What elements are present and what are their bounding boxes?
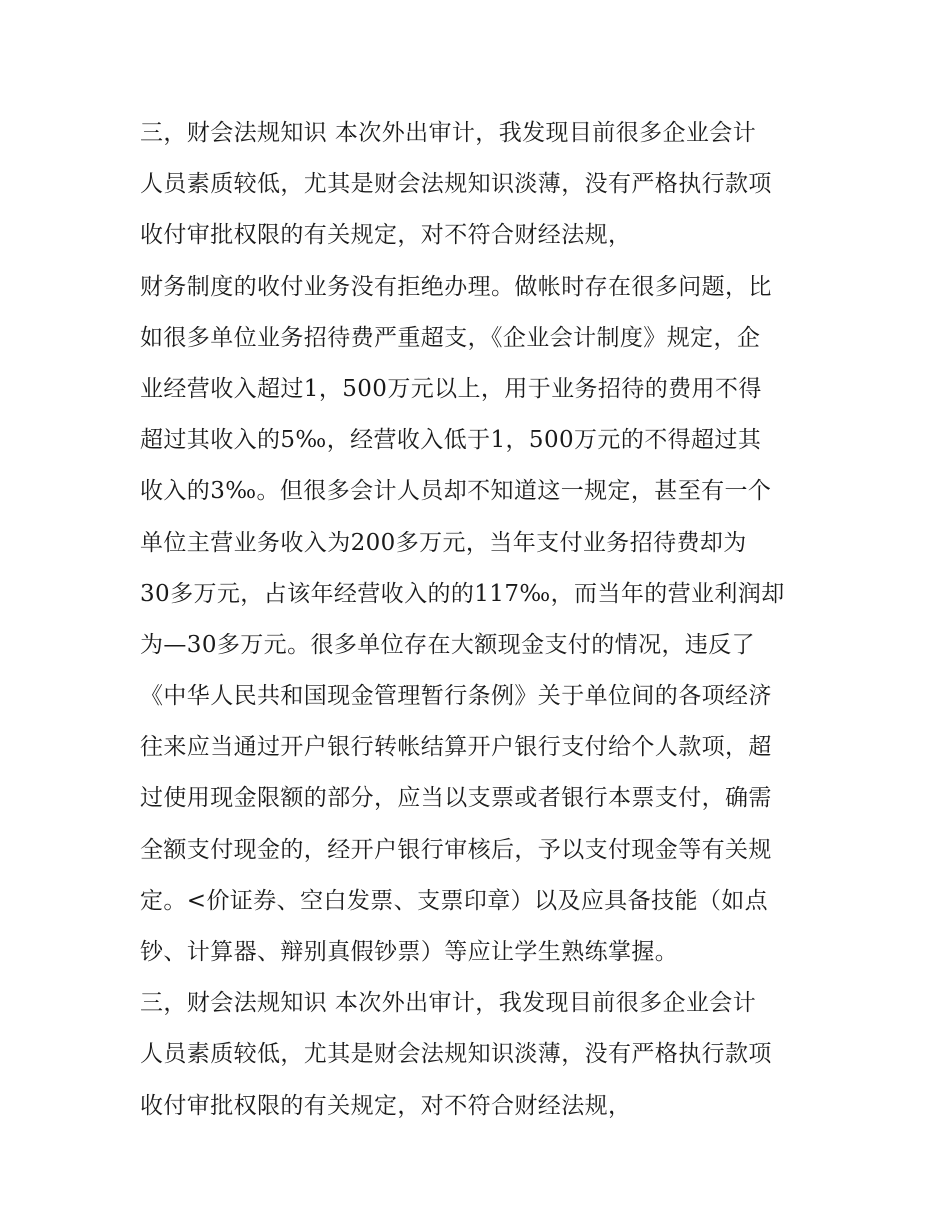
text-line: 财务制度的收付业务没有拒绝办理。做帐时存在很多问题，比 xyxy=(140,273,772,300)
text-line: 业经营收入超过1，500万元以上，用于业务招待的费用不得 xyxy=(140,375,762,402)
text-line: 人员素质较低，尤其是财会法规知识淡薄，没有严格执行款项 xyxy=(140,1041,772,1068)
text-line: 30多万元，占该年经营收入的的117‰，而当年的营业利润却 xyxy=(140,580,785,607)
text-line: 全额支付现金的，经开户银行审核后，予以支付现金等有关规 xyxy=(140,836,772,863)
text-line: 如很多单位业务招待费严重超支，《企业会计制度》规定，企 xyxy=(140,324,761,351)
text-line: 钞、计算器、辩别真假钞票）等应让学生熟练掌握。 xyxy=(140,939,679,965)
text-line: 收入的3‰。但很多会计人员却不知道这一规定，甚至有一个 xyxy=(140,478,772,505)
text-line: 过使用现金限额的部分，应当以支票或者银行本票支付，确需 xyxy=(140,785,772,812)
text-line: 收付审批权限的有关规定，对不符合财经法规， xyxy=(140,1092,632,1119)
text-line: 三，财会法规知识 本次外出审计，我发现目前很多企业会计 xyxy=(140,990,757,1017)
text-line: 三，财会法规知识 本次外出审计，我发现目前很多企业会计 xyxy=(140,120,757,146)
text-line: 人员素质较低，尤其是财会法规知识淡薄，没有严格执行款项 xyxy=(140,171,772,198)
text-line: 为—30多万元。很多单位存在大额现金支付的情况，违反了 xyxy=(140,631,756,658)
text-line: 收付审批权限的有关规定，对不符合财经法规， xyxy=(140,222,632,249)
text-line: 定。<价证券、空白发票、支票印章）以及应具备技能（如点 xyxy=(140,887,769,914)
text-line: 超过其收入的5‰，经营收入低于1，500万元的不得超过其 xyxy=(140,427,762,454)
text-line: 单位主营业务收入为200多万元，当年支付业务招待费却为 xyxy=(140,529,747,556)
text-line: 《中华人民共和国现金管理暂行条例》关于单位间的各项经济 xyxy=(140,683,772,710)
document-body xyxy=(140,108,820,1132)
text-line: 往来应当通过开户银行转帐结算开户银行支付给个人款项，超 xyxy=(140,734,772,761)
